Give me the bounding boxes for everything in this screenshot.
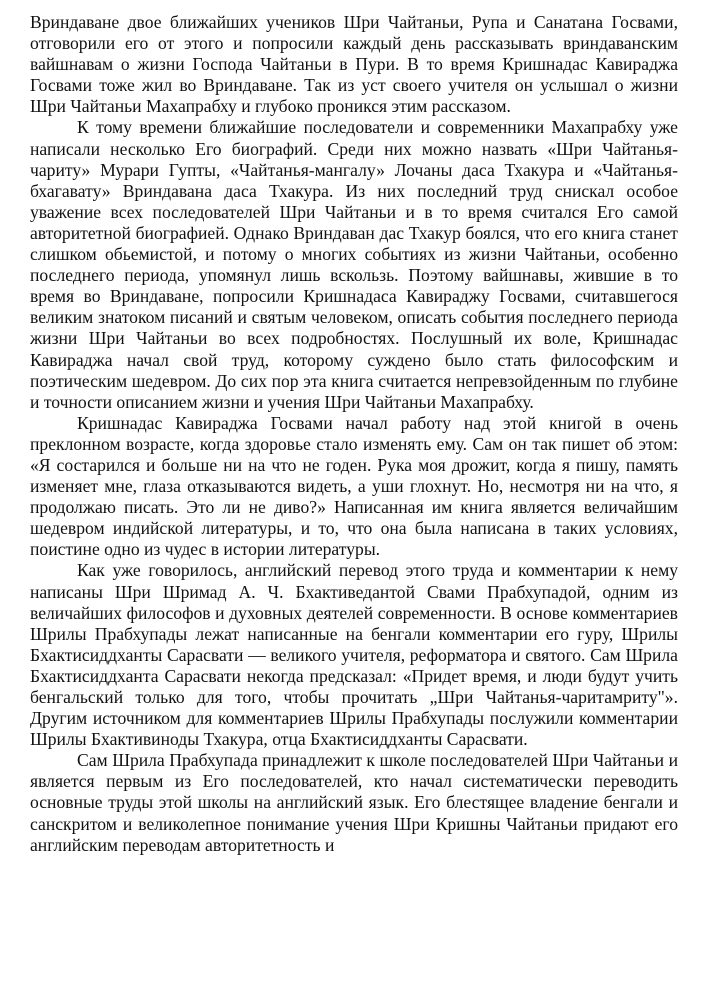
paragraph-4: Как уже говорилось, английский перевод этого труда и комментарии к нему написаны Шри Шримад А. Ч. Бхактиведантой Свами Прабхупадой, одним из величайших философов и духовных деятелей современности. В основе комментариев Шрилы Прабхупады лежат написанные на бенгали комментарии его гуру, Шрилы Бхактисиддханты Сарасвати — великого учителя, реформатора и святого. Сам Шрила Бхактисиддханта Сарасвати некогда предсказал: «Придет время, и люди будут учить бенгальский только для того, чтобы прочитать „Шри Чайтанья-чаритамриту"». Другим источником для комментариев Шрилы Прабхупады послужили комментарии Шрилы Бхактивиноды Тхакура, отца Бхактисиддханты Сарасвати. bbox=[30, 560, 678, 750]
document-page bbox=[30, 12, 678, 856]
paragraph-2: К тому времени ближайшие последователи и современники Махапрабху уже написали несколько Его биографий. Среди них можно назвать «Шри Чайтанья-чариту» Мурари Гупты, «Чайтанья-мангалу» Лочаны даса Тхакура и «Чайтанья-бхагавату» Вриндавана даса Тхакура. Из них последний труд снискал особое уважение всех последователей Шри Чайтаньи и в то время считался Его самой авторитетной биографией. Однако Вриндаван дас Тхакур боялся, что его книга станет слишком обьемистой, и потому о многих событиях из жизни Чайтаньи, особенно последнего периода, упомянул лишь вскользь. Поэтому вайшнавы, жившие в то время во Вриндаване, попросили Кришнадаса Кавираджу Госвами, считавшегося великим знатоком писаний и святым человеком, описать события последнего периода жизни Шри Чайтаньи во всех подробностях. Послушный их воле, Кришнадас Кавираджа начал свой труд, которому суждено было стать философским и поэтическим шедевром. До сих пор эта книга считается непревзойденным по глубине и точности описанием жизни и учения Шри Чайтаньи Махапрабху. bbox=[30, 117, 678, 412]
paragraph-3: Кришнадас Кавираджа Госвами начал работу над этой книгой в очень преклонном возрасте, когда здоровье стало изменять ему. Сам он так пишет об этом: «Я состарился и больше ни на что не годен. Рука моя дрожит, когда я пишу, память изменяет мне, глаза отказываются видеть, а уши глохнут. Но, несмотря ни на что, я продолжаю писать. Это ли не диво?» Написанная им книга является величайшим шедевром индийской литературы, и то, что она была написана в таких условиях, поистине одно из чудес в истории литературы. bbox=[30, 412, 678, 560]
paragraph-5: Сам Шрила Прабхупада принадлежит к школе последователей Шри Чайтаньи и является первым из Его последователей, кто начал систематически переводить основные труды этой школы на английский язык. Его блестящее владение бенгали и санскритом и великолепное понимание учения Шри Кришны Чайтаньи придают его английским переводам авторитетность и bbox=[30, 750, 678, 855]
paragraph-1: Вриндаване двое ближайших учеников Шри Чайтаньи, Рупа и Санатана Госвами, отговорили его от этого и попросили каждый день рассказывать вриндаванским вайшнавам о жизни Господа Чайтаньи в Пури. В то время Кришнадас Кавираджа Госвами тоже жил во Вриндаване. Так из уст своего учителя он услышал о жизни Шри Чайтаньи Махапрабху и глубоко проникся этим рассказом. bbox=[30, 12, 678, 117]
